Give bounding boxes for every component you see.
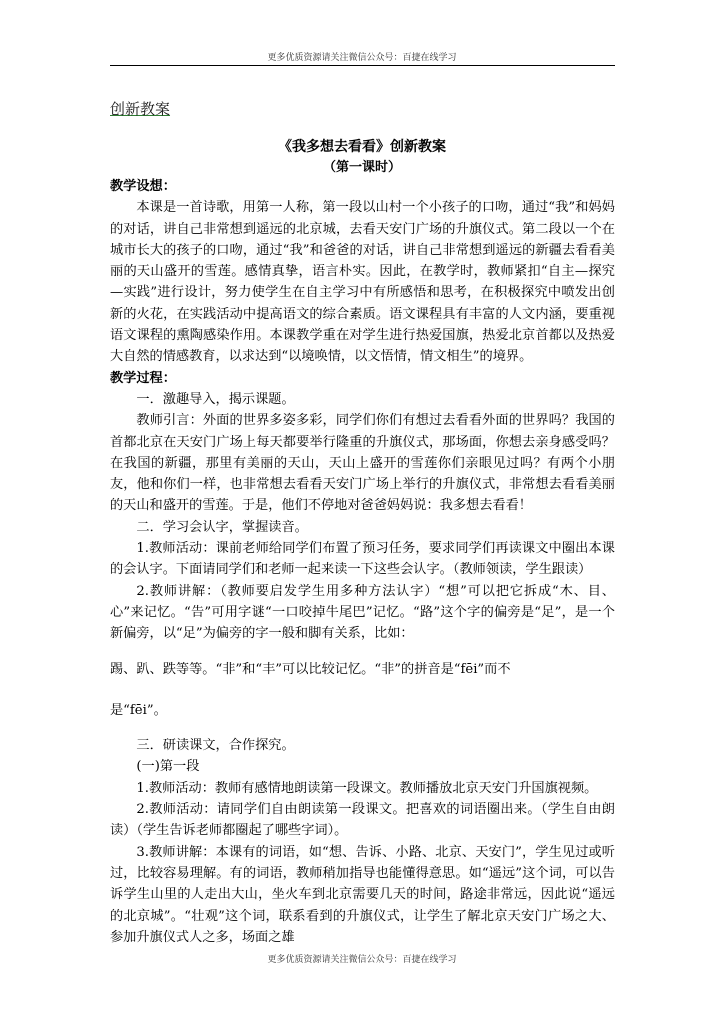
process-heading: 教学过程： bbox=[110, 370, 176, 386]
page-header: 更多优质资源请关注微信公众号：百捷在线学习 bbox=[267, 53, 457, 63]
section-link[interactable]: 创新教案 bbox=[110, 100, 171, 118]
process-paragraph: 1.教师活动：教师有感情地朗读第一段课文。教师播放北京天安门升国旗视频。 bbox=[136, 780, 598, 796]
process-paragraph: 三．研读课文，合作探究。 bbox=[136, 738, 295, 754]
document-subtitle: （第一课时） bbox=[322, 160, 401, 175]
document-body bbox=[110, 176, 615, 948]
process-paragraph: 二．学习会认字，掌握读音。 bbox=[136, 519, 308, 535]
process-paragraph: 是“fēi”。 bbox=[110, 702, 167, 718]
process-paragraph: 1.教师活动：课前老师给同学们布置了预习任务，要求同学们再读课文中圈出本课的会认字。下面请同学们和老师一起来读一下这些会认字。（教师领读，学生跟读） bbox=[110, 541, 615, 578]
process-paragraph: 一．激趣导入，揭示课题。 bbox=[136, 391, 295, 407]
page-footer: 更多优质资源请关注微信公众号：百捷在线学习 bbox=[267, 955, 457, 965]
design-paragraph: 本课是一首诗歌，用第一人称，第一段以山村一个小孩子的口吻，通过“我”和妈妈的对话，讲自己非常想到遥远的北京城，去看天安门广场的升旗仪式。第二段以一个在城市长大的孩子的口吻，通过“我”和爸爸的对话，讲自己非常想到遥远的新疆去看看美丽的天山盛开的雪莲。感情真挚，语言朴实。因此，在教学时，教师紧扣“自主—探究—实践”进行设计，努力使学生在自主学习中有所感悟和思考，在积极探究中喷发出创新的火花，在实践活动中提高语文的综合素质。语文课程具有丰富的人文内涵，要重视语文课程的熏陶感染作用。本课教学重在对学生进行热爱国旗，热爱北京首都以及热爱大自然的情感教育，以求达到“以境唤情，以文悟情，情文相生”的境界。 bbox=[110, 200, 615, 365]
process-paragraph: 2.教师讲解：（教师要启发学生用多种方法认字）“想”可以把它拆成“木、目、心”来记忆。“告”可用字谜“一口咬掉牛尾巴”记忆。“路”这个字的偏旁是“足”，是一个新偏旁，以“足”为偏旁的字一般和脚有关系，比如： bbox=[110, 583, 615, 642]
process-paragraph: 踢、趴、跌等等。“非”和“丰”可以比较记忆。“非”的拼音是“fēi”而不 bbox=[110, 661, 511, 677]
process-paragraph: 3.教师讲解：本课有的词语，如“想、告诉、小路、北京、天安门”，学生见过或听过，比较容易理解。有的词语，教师稍加指导也能懂得意思。如“遥远”这个词，可以告诉学生山里的人走出大山，坐火车到北京需要几天的时间，路途非常远，因此说“遥远的北京城”。“壮观”这个词，联系看到的升旗仪式，让学生了解北京天安门广场之大、参加升旗仪式人之多，场面之雄 bbox=[110, 844, 615, 945]
process-paragraph: 2.教师活动：请同学们自由朗读第一段课文。把喜欢的词语圈出来。（学生自由朗读）（学生告诉老师都圈起了哪些字词）。 bbox=[110, 802, 615, 839]
document-title: 《我多想去看看》创新教案 bbox=[278, 139, 446, 155]
process-paragraph: 教师引言：外面的世界多姿多彩，同学们你们有想过去看看外面的世界吗？我国的首都北京在天安门广场上每天都要举行隆重的升旗仪式，那场面，你想去亲身感受吗？在我国的新疆，那里有美丽的天山，天山上盛开的雪莲你们亲眼见过吗？有两个小朋友，他和你们一样，也非常想去看看天安门广场上举行的升旗仪式，非常想去看看美丽的天山和盛开的雪莲。于是，他们不停地对爸爸妈妈说：我多想去看看！ bbox=[110, 413, 615, 514]
design-heading: 教学设想： bbox=[110, 179, 176, 194]
header-divider bbox=[110, 65, 615, 66]
process-paragraph: (一)第一段 bbox=[136, 759, 200, 775]
